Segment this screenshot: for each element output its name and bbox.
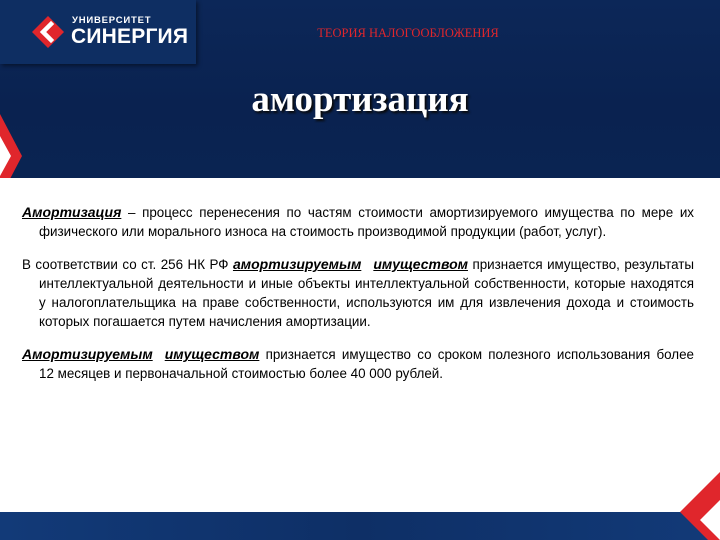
criteria-text: признается имущество со сроком полезного использования более 12 месяцев и первоначальной стоимостью более 40 000 рублей.	[39, 347, 694, 381]
paragraph-definition	[22, 203, 694, 241]
slide-title: амортизация	[251, 79, 469, 120]
logo-text-synergy: СИНЕРГИЯ	[71, 25, 189, 48]
header-band	[0, 0, 720, 178]
slide-content	[22, 203, 694, 393]
paragraph-criteria	[22, 345, 694, 383]
term-amortization: Амортизация	[22, 204, 122, 220]
red-corner-decoration-icon	[640, 470, 720, 540]
red-chevron-decoration-icon	[0, 96, 28, 178]
article-body-text: признается имущество, результаты интеллектуальной деятельности и иные объекты интеллектуальной собственности, которые находятся у налогоплательщика на праве собственности, используются им для извлечения дохода и стоимость которых погашается путем начисления амортизации.	[39, 257, 694, 329]
article-intro-text: В соответствии со ст. 256 НК РФ	[22, 257, 233, 272]
paragraph-article-256	[22, 255, 694, 331]
definition-text: – процесс перенесения по частям стоимости амортизируемого имущества по мере их физического или морального износа на стоимость производимой продукции (работ, услуг).	[39, 205, 694, 239]
term-amortizable: Амортизируемым	[22, 346, 153, 362]
logo-text-university: УНИВЕРСИТЕТ	[72, 15, 152, 26]
term-property: имуществом	[373, 256, 468, 272]
footer-band	[0, 512, 720, 540]
term-property: имуществом	[164, 346, 260, 362]
synergy-logo-icon	[31, 15, 65, 49]
course-title: ТЕОРИЯ НАЛОГООБЛОЖЕНИЯ	[317, 26, 499, 40]
university-logo	[0, 0, 196, 64]
term-amortizable: амортизируемым	[232, 256, 362, 272]
